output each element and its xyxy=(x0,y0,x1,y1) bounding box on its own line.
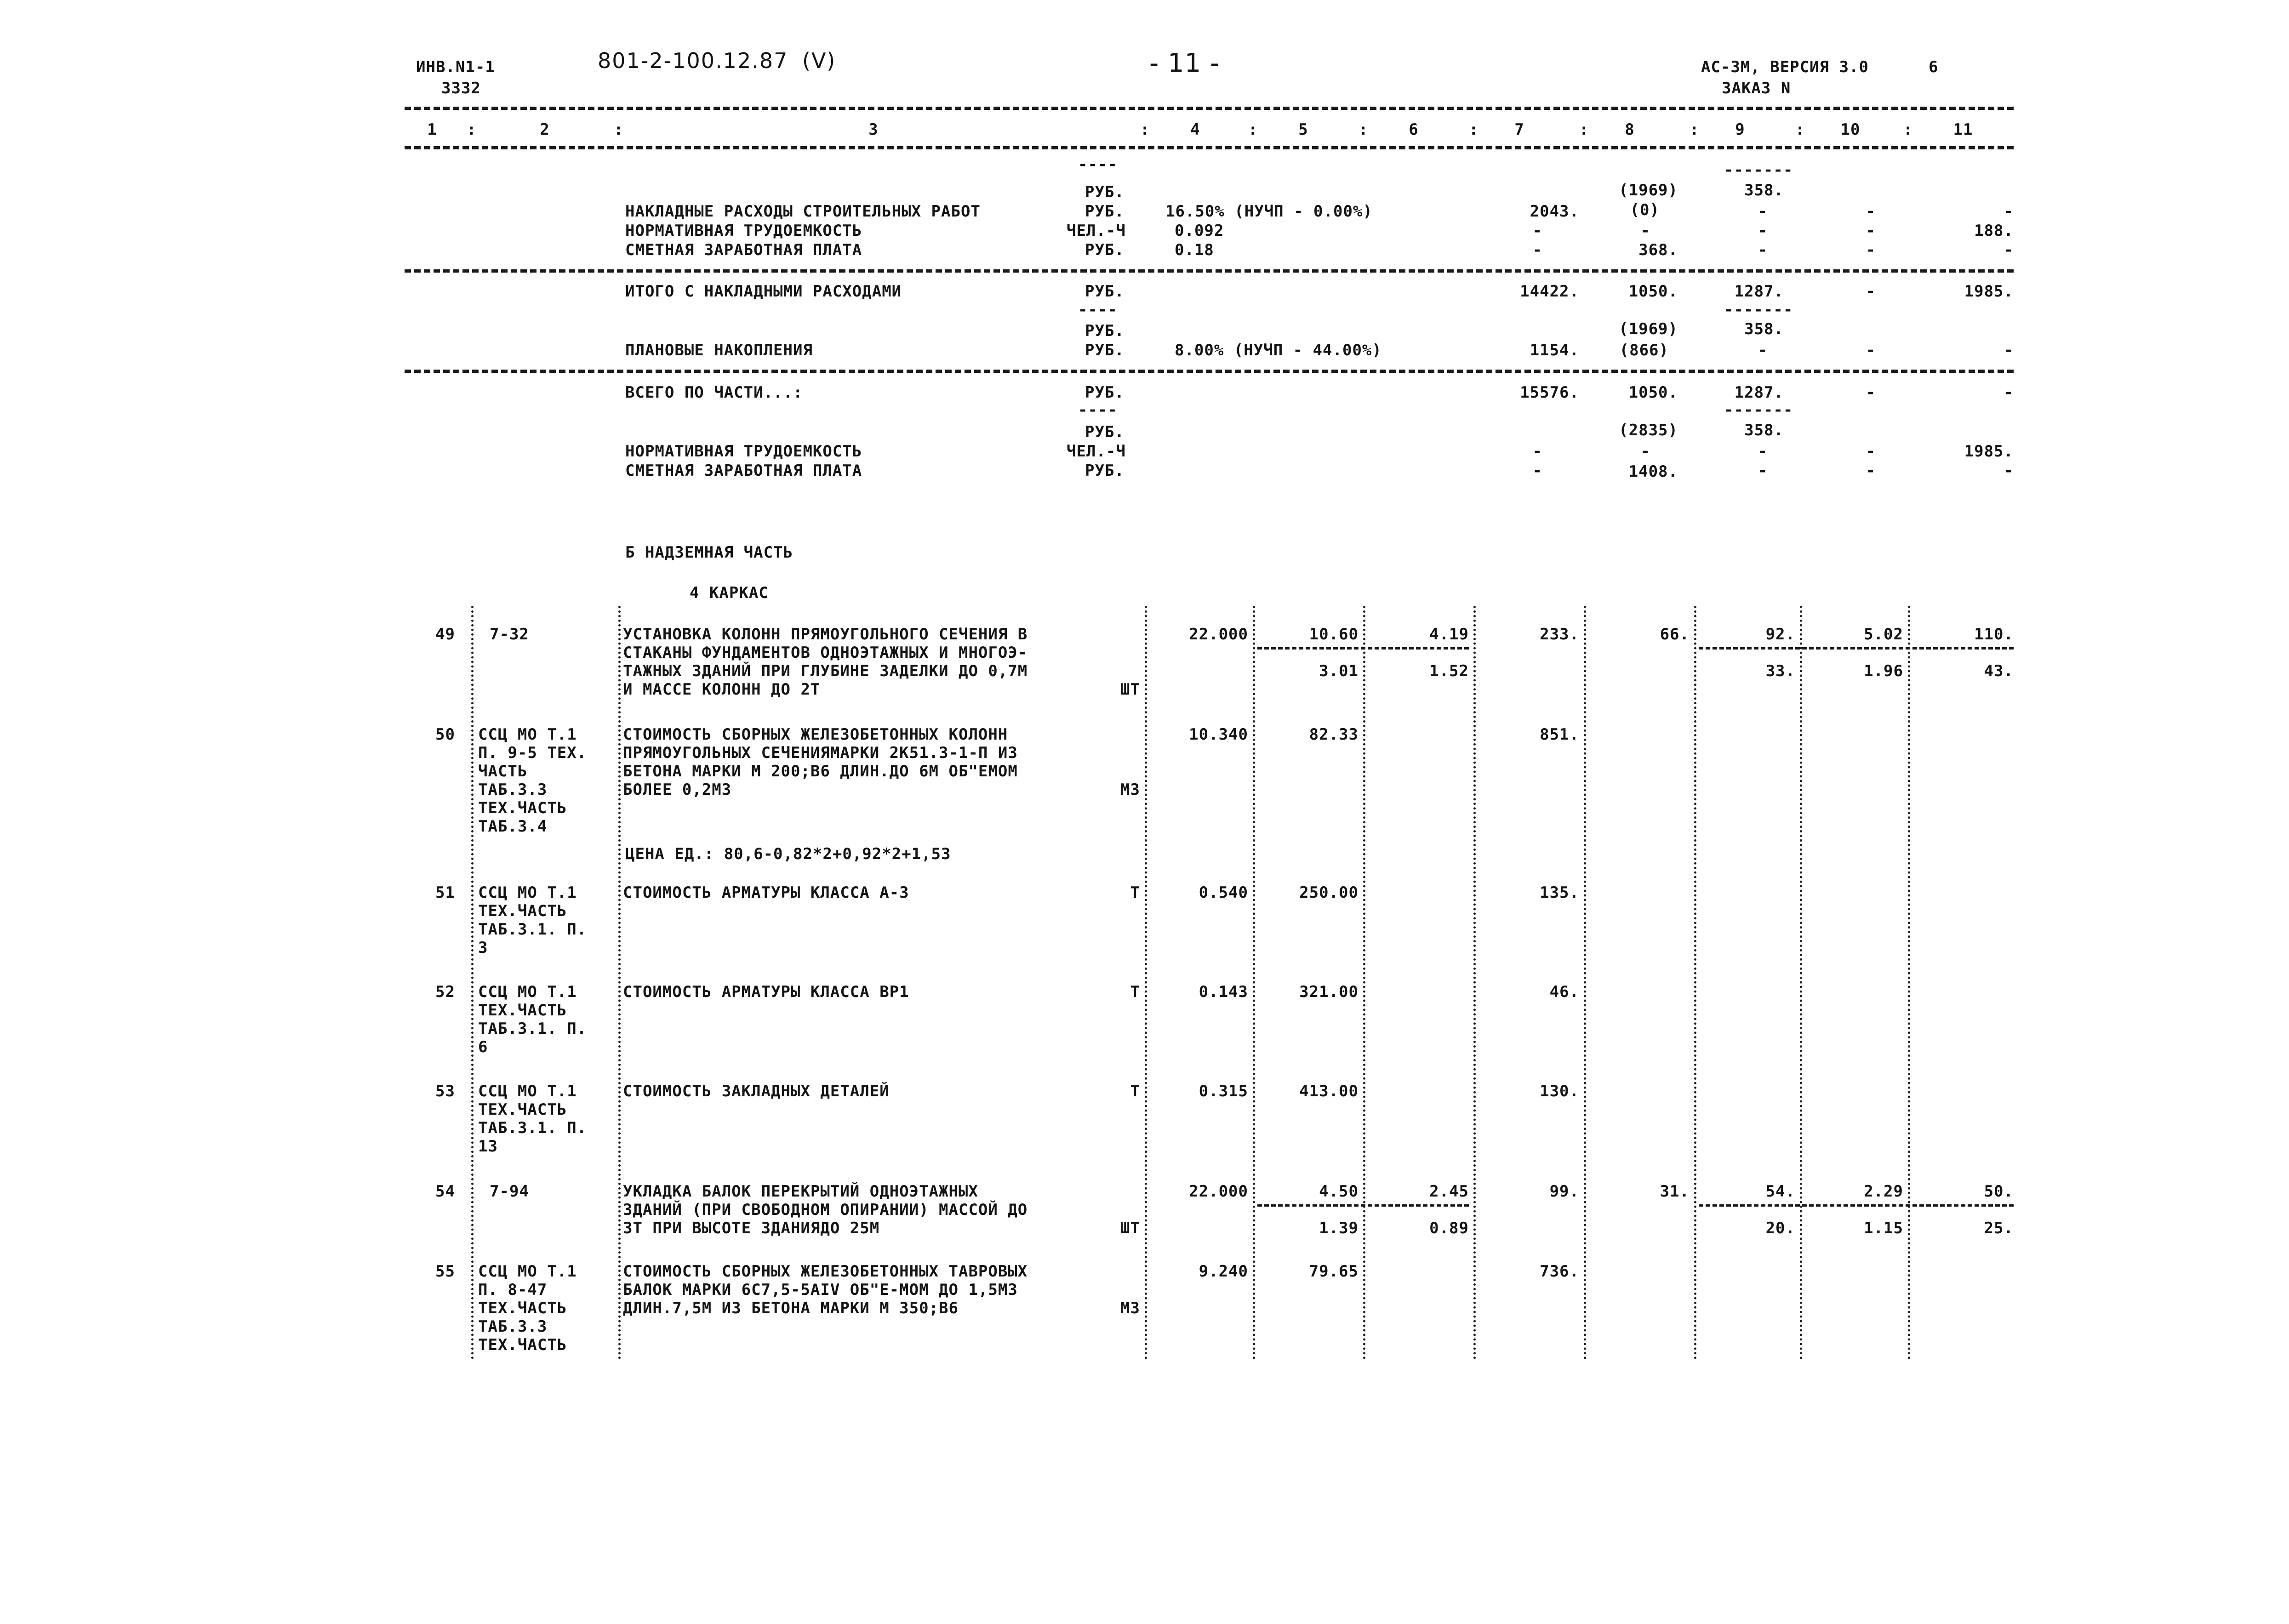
item-desc: СТАКАНЫ ФУНДАМЕНТОВ ОДНОЭТАЖНЫХ И МНОГОЭ- xyxy=(623,644,1028,662)
planned-unit-top: РУБ. xyxy=(1085,322,1125,340)
item-quantity: 22.000 xyxy=(1189,625,1248,644)
item-code: 7-94 xyxy=(490,1182,529,1201)
overhead-c10: - xyxy=(1866,202,1876,221)
overhead-labor-c11: 188. xyxy=(1974,222,2014,240)
col-sep: : xyxy=(1469,120,1479,139)
overhead-c8: (0) xyxy=(1630,201,1660,219)
page-number: - 11 - xyxy=(1149,48,1220,78)
item-code: ССЦ МО Т.1 xyxy=(478,983,577,1001)
item-quantity: 0.540 xyxy=(1199,883,1248,902)
total-overhead-unit: РУБ. xyxy=(1085,282,1125,301)
item-number: 49 xyxy=(435,625,455,644)
item-desc: СТОИМОСТЬ СБОРНЫХ ЖЕЛЕЗОБЕТОННЫХ КОЛОНН xyxy=(623,725,1008,744)
item-desc: ЗДАНИЙ (ПРИ СВОБОДНОМ ОПИРАНИИ) МАССОЙ ДО xyxy=(623,1201,1028,1219)
item-c8: 31. xyxy=(1660,1182,1690,1201)
item-c11-sub: 25. xyxy=(1984,1219,2014,1237)
item-code: ТАБ.3.1. П. xyxy=(478,1020,587,1038)
sub-rule xyxy=(1257,647,1469,650)
header-rule-top xyxy=(405,107,2014,110)
overhead-rate: 16.50% (НУЧП - 0.00%) xyxy=(1165,202,1373,221)
overhead-unit: РУБ. xyxy=(1085,202,1125,221)
item-unit: Т xyxy=(1130,883,1140,902)
planned-rate: 8.00% (НУЧП - 44.00%) xyxy=(1175,341,1382,359)
col-sep: : xyxy=(614,120,624,139)
item-total: 135. xyxy=(1540,883,1579,902)
total-part-wage-c11: - xyxy=(2004,462,2014,480)
total-part-c8-top: (2835) xyxy=(1619,421,1678,439)
overhead-wage-rate: 0.18 xyxy=(1175,241,1214,259)
item-code: ССЦ МО Т.1 xyxy=(478,725,577,744)
col-num-9: 9 xyxy=(1735,120,1745,139)
planned-c11: - xyxy=(2004,341,2014,359)
total-part-wage-label: СМЕТНАЯ ЗАРАБОТНАЯ ПЛАТА xyxy=(625,462,862,480)
total-part-labor-c8: - xyxy=(1640,442,1650,461)
item-total: 99. xyxy=(1549,1182,1579,1201)
col-divider xyxy=(471,606,474,1360)
item-desc: СТОИМОСТЬ АРМАТУРЫ КЛАССА ВР1 xyxy=(623,983,909,1001)
item-unit-price: 321.00 xyxy=(1299,983,1359,1001)
item-code: ТАБ.3.1. П. xyxy=(478,920,587,939)
item-price-note: ЦЕНА ЕД.: 80,6-0,82*2+0,92*2+1,53 xyxy=(625,845,951,863)
item-unit-price: 4.50 xyxy=(1319,1182,1359,1201)
item-desc: БЕТОНА МАРКИ М 200;В6 ДЛИН.ДО 6М ОБ"ЕМОМ xyxy=(623,762,1018,781)
item-total: 736. xyxy=(1540,1262,1579,1281)
item-code: П. 9-5 ТЕХ. xyxy=(478,744,587,762)
total-part-labor-unit: ЧЕЛ.-Ч xyxy=(1067,442,1126,461)
item-desc: СТОИМОСТЬ ЗАКЛАДНЫХ ДЕТАЛЕЙ xyxy=(623,1082,890,1100)
overhead-wage-label: СМЕТНАЯ ЗАРАБОТНАЯ ПЛАТА xyxy=(625,241,862,259)
header-rule-bottom xyxy=(405,146,2014,149)
item-quantity: 9.240 xyxy=(1199,1262,1248,1281)
item-c6-sub: 0.89 xyxy=(1429,1219,1469,1237)
col-sep: : xyxy=(1690,120,1700,139)
dash-mark: ---- xyxy=(1078,401,1118,419)
item-code: ТЕХ.ЧАСТЬ xyxy=(478,1336,567,1354)
inventory-number: 3332 xyxy=(441,79,481,97)
item-code: ТАБ.3.3 xyxy=(478,781,548,799)
item-code: ТАБ.3.3 xyxy=(478,1317,548,1336)
item-code: ССЦ МО Т.1 xyxy=(478,1082,577,1100)
total-part-unit: РУБ. xyxy=(1085,383,1125,402)
item-desc: УСТАНОВКА КОЛОНН ПРЯМОУГОЛЬНОГО СЕЧЕНИЯ В xyxy=(623,625,1028,644)
item-code: П. 8-47 xyxy=(478,1281,548,1299)
overhead-labor-c10: - xyxy=(1866,222,1876,240)
item-desc: 3Т ПРИ ВЫСОТЕ ЗДАНИЯДО 25М xyxy=(623,1219,880,1237)
total-overhead-c7: 14422. xyxy=(1520,282,1579,301)
overhead-unit-top: РУБ. xyxy=(1085,183,1125,201)
item-code: 13 xyxy=(478,1137,498,1156)
total-overhead-c11: 1985. xyxy=(1964,282,2014,301)
overhead-labor-unit: ЧЕЛ.-Ч xyxy=(1067,222,1126,240)
overhead-labor-rate: 0.092 xyxy=(1175,222,1224,240)
col-sep: : xyxy=(467,120,477,139)
planned-c8: (866) xyxy=(1619,341,1669,359)
item-unit: М3 xyxy=(1120,1299,1140,1317)
col-num-11: 11 xyxy=(1953,120,1973,139)
item-code: ССЦ МО Т.1 xyxy=(478,1262,577,1281)
item-unit: Т xyxy=(1130,1082,1140,1100)
item-code: ТЕХ.ЧАСТЬ xyxy=(478,1001,567,1020)
total-part-wage-unit: РУБ. xyxy=(1085,462,1125,480)
col-sep: : xyxy=(1579,120,1589,139)
col-divider xyxy=(1584,606,1586,1360)
overhead-wage-c11: - xyxy=(2004,241,2014,259)
item-code: ТЕХ.ЧАСТЬ xyxy=(478,799,567,817)
item-unit: Т xyxy=(1130,983,1140,1001)
sub-rule xyxy=(1257,1204,1469,1207)
col-num-4: 4 xyxy=(1190,120,1200,139)
col-divider xyxy=(618,606,621,1360)
item-desc: СТОИМОСТЬ АРМАТУРЫ КЛАССА А-3 xyxy=(623,883,909,902)
overhead-labor-c9: - xyxy=(1758,222,1768,240)
section-subtitle: 4 КАРКАС xyxy=(690,584,769,602)
dash-mark: ------- xyxy=(1724,161,1793,179)
col-divider xyxy=(1363,606,1365,1360)
planned-unit: РУБ. xyxy=(1085,341,1125,359)
item-desc: ДЛИН.7,5М ИЗ БЕТОНА МАРКИ М 350;В6 xyxy=(623,1299,959,1317)
total-part-label: ВСЕГО ПО ЧАСТИ...: xyxy=(625,383,803,402)
planned-c9: - xyxy=(1758,341,1768,359)
total-overhead-c8: 1050. xyxy=(1628,282,1678,301)
item-unit: ШТ xyxy=(1120,680,1140,699)
overhead-labor-c7: - xyxy=(1532,222,1542,240)
item-c10: 5.02 xyxy=(1864,625,1903,644)
summary-rule-2 xyxy=(405,370,2014,373)
item-code: 7-32 xyxy=(490,625,529,644)
item-c9: 54. xyxy=(1765,1182,1795,1201)
overhead-labor-label: НОРМАТИВНАЯ ТРУДОЕМКОСТЬ xyxy=(625,222,862,240)
item-desc: СТОИМОСТЬ СБОРНЫХ ЖЕЛЕЗОБЕТОННЫХ ТАВРОВЫХ xyxy=(623,1262,1028,1281)
item-desc: ТАЖНЫХ ЗДАНИЙ ПРИ ГЛУБИНЕ ЗАДЕЛКИ ДО 0,7М xyxy=(623,662,1028,680)
item-quantity: 0.143 xyxy=(1199,983,1248,1001)
col-divider xyxy=(1253,606,1255,1360)
planned-c10: - xyxy=(1866,341,1876,359)
item-c6-sub: 1.52 xyxy=(1429,662,1469,680)
item-desc: УКЛАДКА БАЛОК ПЕРЕКРЫТИЙ ОДНОЭТАЖНЫХ xyxy=(623,1182,978,1201)
dash-mark: ---- xyxy=(1078,301,1118,319)
col-sep: : xyxy=(1359,120,1369,139)
order-label: ЗАКАЗ N xyxy=(1722,79,1791,97)
item-unit-price: 79.65 xyxy=(1309,1262,1359,1281)
document-variant: (V) xyxy=(802,48,836,73)
overhead-wage-c8: 368. xyxy=(1638,241,1678,259)
planned-c9-top: 358. xyxy=(1744,320,1784,338)
item-number: 54 xyxy=(435,1182,455,1201)
planned-c7: 1154. xyxy=(1530,341,1579,359)
total-part-labor-c10: - xyxy=(1866,442,1876,461)
overhead-c8-top: (1969) xyxy=(1619,181,1678,199)
total-part-c7: 15576. xyxy=(1520,383,1579,402)
item-quantity: 22.000 xyxy=(1189,1182,1248,1201)
col-num-6: 6 xyxy=(1409,120,1419,139)
total-part-labor-c9: - xyxy=(1758,442,1768,461)
item-c11: 50. xyxy=(1984,1182,2014,1201)
item-quantity: 0.315 xyxy=(1199,1082,1248,1100)
item-number: 51 xyxy=(435,883,455,902)
col-divider xyxy=(1800,606,1802,1360)
col-num-5: 5 xyxy=(1298,120,1308,139)
item-c6: 4.19 xyxy=(1429,625,1469,644)
col-divider xyxy=(1145,606,1147,1360)
item-total: 130. xyxy=(1540,1082,1579,1100)
item-c11-sub: 43. xyxy=(1984,662,2014,680)
item-desc: ПРЯМОУГОЛЬНЫХ СЕЧЕНИЯМАРКИ 2К51.3-1-П ИЗ xyxy=(623,744,1018,762)
total-part-c9-top: 358. xyxy=(1744,421,1784,439)
total-part-unit-top: РУБ. xyxy=(1085,423,1125,441)
overhead-c7: 2043. xyxy=(1530,202,1579,221)
inventory-label: ИНВ.N1-1 xyxy=(416,58,495,76)
item-c9-sub: 20. xyxy=(1765,1219,1795,1237)
col-num-10: 10 xyxy=(1840,120,1861,139)
overhead-label: НАКЛАДНЫЕ РАСХОДЫ СТРОИТЕЛЬНЫХ РАБОТ xyxy=(625,202,981,221)
planned-c8-top: (1969) xyxy=(1619,320,1678,338)
total-part-c9: 1287. xyxy=(1734,383,1784,402)
item-unit-price: 250.00 xyxy=(1299,883,1359,902)
planned-label: ПЛАНОВЫЕ НАКОПЛЕНИЯ xyxy=(625,341,813,359)
summary-rule-1 xyxy=(405,269,2014,273)
item-code: ТАБ.3.4 xyxy=(478,817,548,836)
item-unit-price: 82.33 xyxy=(1309,725,1359,744)
item-c11: 110. xyxy=(1974,625,2014,644)
col-num-3: 3 xyxy=(868,120,879,139)
program-sheet: 6 xyxy=(1929,58,1939,76)
item-desc: БАЛОК МАРКИ 6С7,5-5АIV ОБ"Е-МОМ ДО 1,5М3 xyxy=(623,1281,1018,1299)
item-c9-sub: 33. xyxy=(1765,662,1795,680)
item-unit-price: 413.00 xyxy=(1299,1082,1359,1100)
col-sep: : xyxy=(1248,120,1258,139)
total-part-labor-c7: - xyxy=(1532,442,1542,461)
overhead-wage-c10: - xyxy=(1866,241,1876,259)
item-code: ЧАСТЬ xyxy=(478,762,528,781)
item-unit-price: 10.60 xyxy=(1309,625,1359,644)
overhead-wage-unit: РУБ. xyxy=(1085,241,1125,259)
total-part-labor-label: НОРМАТИВНАЯ ТРУДОЕМКОСТЬ xyxy=(625,442,862,461)
item-number: 53 xyxy=(435,1082,455,1100)
item-number: 55 xyxy=(435,1262,455,1281)
item-c8: 66. xyxy=(1660,625,1690,644)
total-overhead-c9: 1287. xyxy=(1734,282,1784,301)
total-part-labor-c11: 1985. xyxy=(1964,442,2014,461)
col-sep: : xyxy=(1795,120,1805,139)
total-overhead-label: ИТОГО С НАКЛАДНЫМИ РАСХОДАМИ xyxy=(625,282,902,301)
dash-mark: ------- xyxy=(1724,401,1793,419)
col-sep: : xyxy=(1903,120,1913,139)
item-c10-sub: 1.96 xyxy=(1864,662,1903,680)
item-code: ССЦ МО Т.1 xyxy=(478,883,577,902)
overhead-wage-c7: - xyxy=(1532,241,1542,259)
item-desc: И МАССЕ КОЛОНН ДО 2Т xyxy=(623,680,821,699)
item-c10: 2.29 xyxy=(1864,1182,1903,1201)
item-total: 851. xyxy=(1540,725,1579,744)
item-c9: 92. xyxy=(1765,625,1795,644)
item-number: 50 xyxy=(435,725,455,744)
overhead-c9-top: 358. xyxy=(1744,181,1784,199)
item-desc: БОЛЕЕ 0,2М3 xyxy=(623,781,732,799)
col-divider xyxy=(1694,606,1696,1360)
item-code: ТЕХ.ЧАСТЬ xyxy=(478,902,567,920)
total-part-c8: 1050. xyxy=(1628,383,1678,402)
total-part-wage-c7: - xyxy=(1532,462,1542,480)
col-divider xyxy=(1908,606,1910,1360)
item-unit-price-sub: 3.01 xyxy=(1319,662,1359,680)
item-total: 233. xyxy=(1540,625,1579,644)
col-divider xyxy=(1473,606,1476,1360)
item-unit: ШТ xyxy=(1120,1219,1140,1237)
total-part-wage-c8: 1408. xyxy=(1628,462,1678,481)
sub-rule xyxy=(1699,647,2014,650)
item-code: 6 xyxy=(478,1038,488,1056)
total-overhead-c10: - xyxy=(1866,282,1876,301)
document-code: 801-2-100.12.87 xyxy=(598,48,788,73)
item-c6: 2.45 xyxy=(1429,1182,1469,1201)
total-part-c10: - xyxy=(1866,383,1876,402)
item-code: ТЕХ.ЧАСТЬ xyxy=(478,1299,567,1317)
item-code: ТЕХ.ЧАСТЬ xyxy=(478,1100,567,1119)
item-unit-price-sub: 1.39 xyxy=(1319,1219,1359,1237)
program-version: АС-3М, ВЕРСИЯ 3.0 xyxy=(1701,58,1869,76)
item-code: ТАБ.3.1. П. xyxy=(478,1119,587,1137)
item-unit: М3 xyxy=(1120,781,1140,799)
col-num-8: 8 xyxy=(1625,120,1635,139)
section-title: Б НАДЗЕМНАЯ ЧАСТЬ xyxy=(625,543,793,562)
item-number: 52 xyxy=(435,983,455,1001)
col-num-7: 7 xyxy=(1514,120,1524,139)
overhead-wage-c9: - xyxy=(1758,241,1768,259)
total-part-c11: - xyxy=(2004,383,2014,402)
item-c10-sub: 1.15 xyxy=(1864,1219,1903,1237)
overhead-labor-c8: - xyxy=(1640,222,1650,240)
dash-mark: ---- xyxy=(1078,155,1118,174)
sub-rule xyxy=(1699,1204,2014,1207)
col-num-1: 1 xyxy=(427,120,437,139)
col-sep: : xyxy=(1140,120,1150,139)
item-quantity: 10.340 xyxy=(1189,725,1248,744)
overhead-c11: - xyxy=(2004,202,2014,221)
overhead-c9: - xyxy=(1758,202,1768,221)
item-code: 3 xyxy=(478,939,488,957)
total-part-wage-c9: - xyxy=(1758,462,1768,480)
total-part-wage-c10: - xyxy=(1866,462,1876,480)
dash-mark: ------- xyxy=(1724,301,1793,319)
col-num-2: 2 xyxy=(540,120,550,139)
item-total: 46. xyxy=(1549,983,1579,1001)
